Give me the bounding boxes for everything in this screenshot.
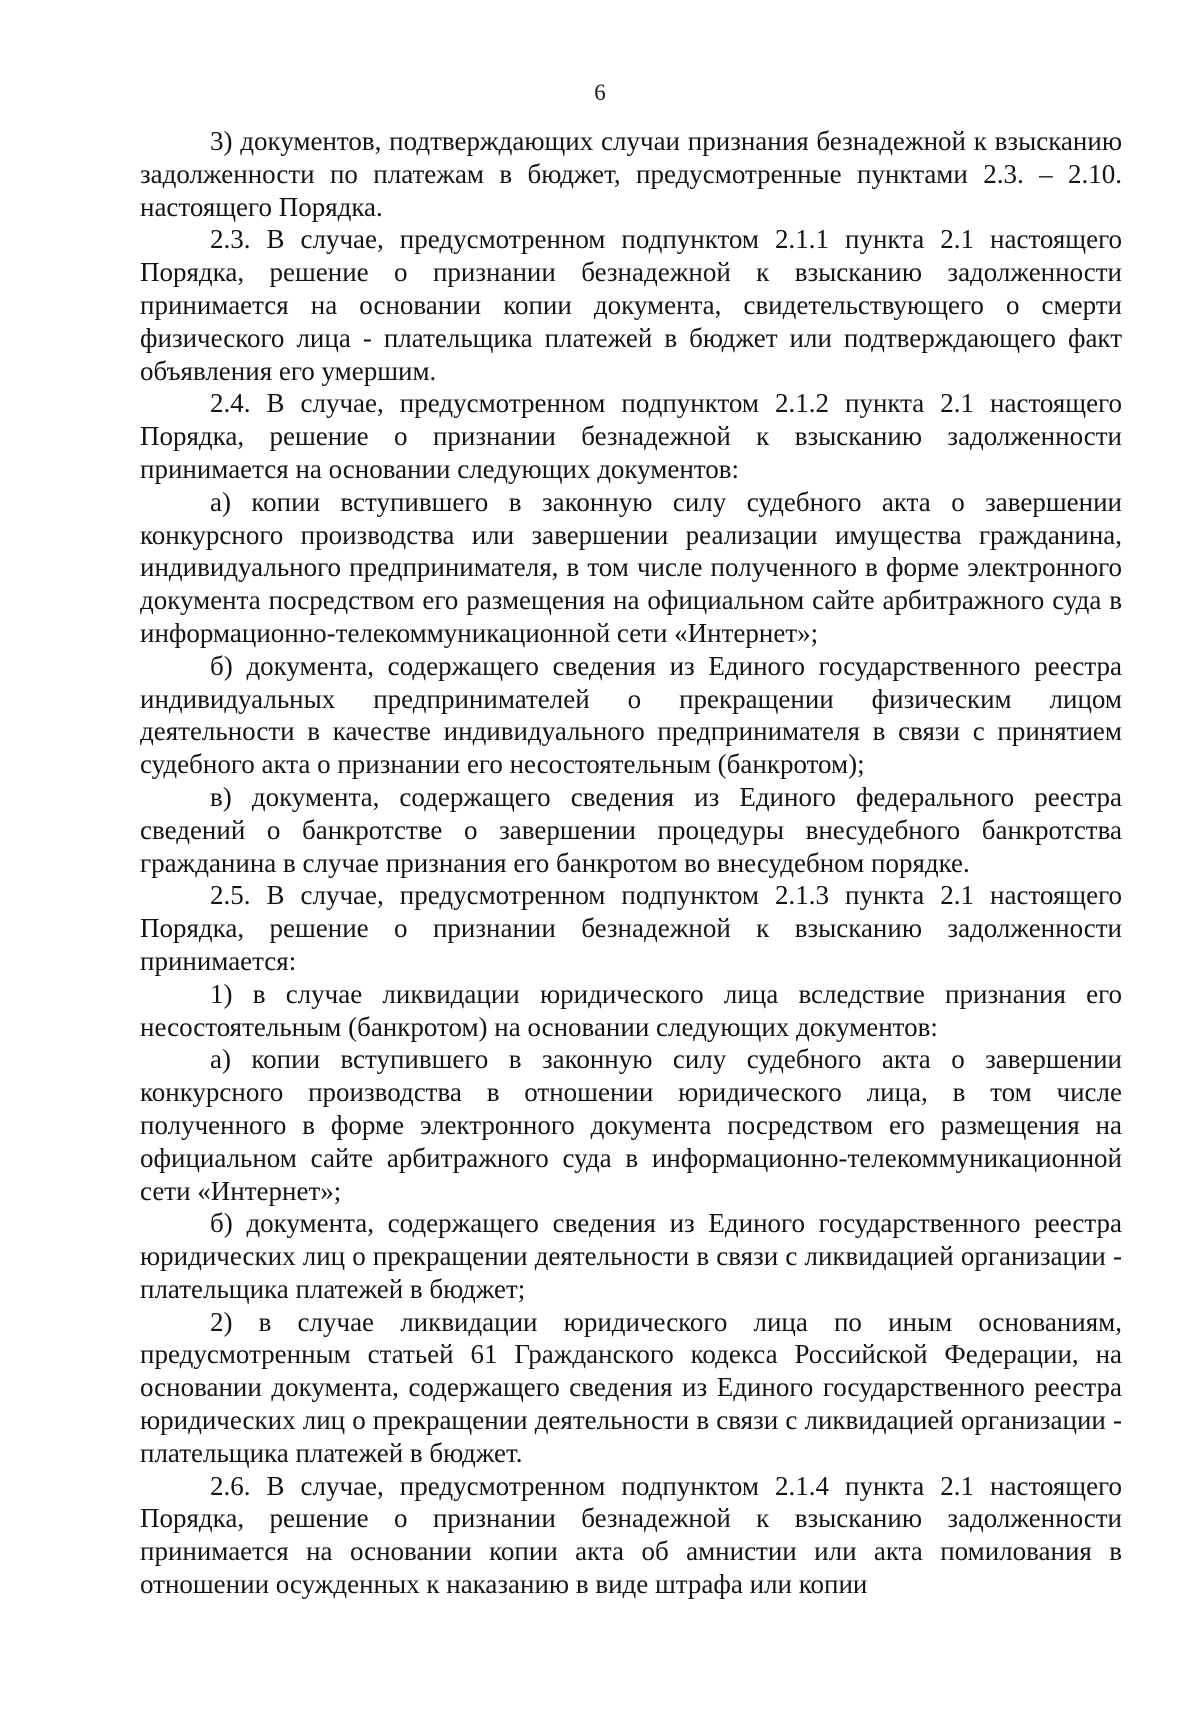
paragraph-2-5-1-b: б) документа, содержащего сведения из Единого государственного реестра юридических лиц о прекращении деятельности в связи с ликвидацией организации - плательщика платежей в бюджет;: [140, 1208, 1122, 1304]
paragraph-2-5-1-a: а) копии вступившего в законную силу судебного акта о завершении конкурсного производства в отношении юридического лица, в том числе полученного в форме электронного документа посредством его размещения на официальном сайте арбитражного суда в информационно-телекоммуникационной сети «Интернет»;: [140, 1044, 1122, 1206]
paragraph-2-4-v: в) документа, содержащего сведения из Единого федерального реестра сведений о банкротстве о завершении процедуры внесудебного банкротства гражданина в случае признания его банкротом во внесудебном порядке.: [140, 781, 1122, 878]
paragraph-2-4: 2.4. В случае, предусмотренном подпунктом 2.1.2 пункта 2.1 настоящего Порядка, решение о признании безнадежной к взысканию задолженности принимается на основании следующих документов:: [140, 388, 1122, 484]
paragraph-2-4-a: а) копии вступившего в законную силу судебного акта о завершении конкурсного производства или завершении реализации имущества гражданина, индивидуального предпринимателя, в том числе полученного в форме электронного документа посредством его размещения на официальном сайте арбитражного суда в информационно-телекоммуникационной сети «Интернет»;: [140, 486, 1122, 648]
page-number: 6: [594, 80, 606, 105]
paragraph-2-5-1: 1) в случае ликвидации юридического лица вследствие признания его несостоятельным (банкротом) на основании следующих документов:: [140, 978, 1122, 1042]
paragraph-2-3: 2.3. В случае, предусмотренном подпунктом 2.1.1 пункта 2.1 настоящего Порядка, решение о признании безнадежной к взысканию задолженности принимается на основании копии документа, свидетельствующего о смерти физического лица - плательщика платежей в бюджет или подтверждающего факт объявления его умершим.: [140, 224, 1122, 386]
paragraph-3-documents: 3) документов, подтверждающих случаи признания безнадежной к взысканию задолженности по платежам в бюджет, предусмотренные пунктами 2.3. – 2.10. настоящего Порядка.: [140, 126, 1122, 222]
paragraph-2-5-2: 2) в случае ликвидации юридического лица по иным основаниям, предусмотренным статьей 61 Гражданского кодекса Российской Федерации, на основании документа, содержащего сведения из Единого государственного реестра юридических лиц о прекращении деятельности в связи с ликвидацией организации - плательщика платежей в бюджет.: [140, 1306, 1122, 1468]
document-body: [140, 125, 1122, 1601]
paragraph-2-6: 2.6. В случае, предусмотренном подпунктом 2.1.4 пункта 2.1 настоящего Порядка, решение о признании безнадежной к взысканию задолженности принимается на основании копии акта об амнистии или акта помилования в отношении осужденных к наказанию в виде штрафа или копии: [140, 1470, 1122, 1600]
paragraph-2-4-b: б) документа, содержащего сведения из Единого государственного реестра индивидуальных предпринимателей о прекращении физическим лицом деятельности в качестве индивидуального предпринимателя в связи с принятием судебного акта о признании его несостоятельным (банкротом);: [140, 650, 1122, 780]
paragraph-2-5: 2.5. В случае, предусмотренном подпунктом 2.1.3 пункта 2.1 настоящего Порядка, решение о признании безнадежной к взысканию задолженности принимается:: [140, 880, 1122, 976]
